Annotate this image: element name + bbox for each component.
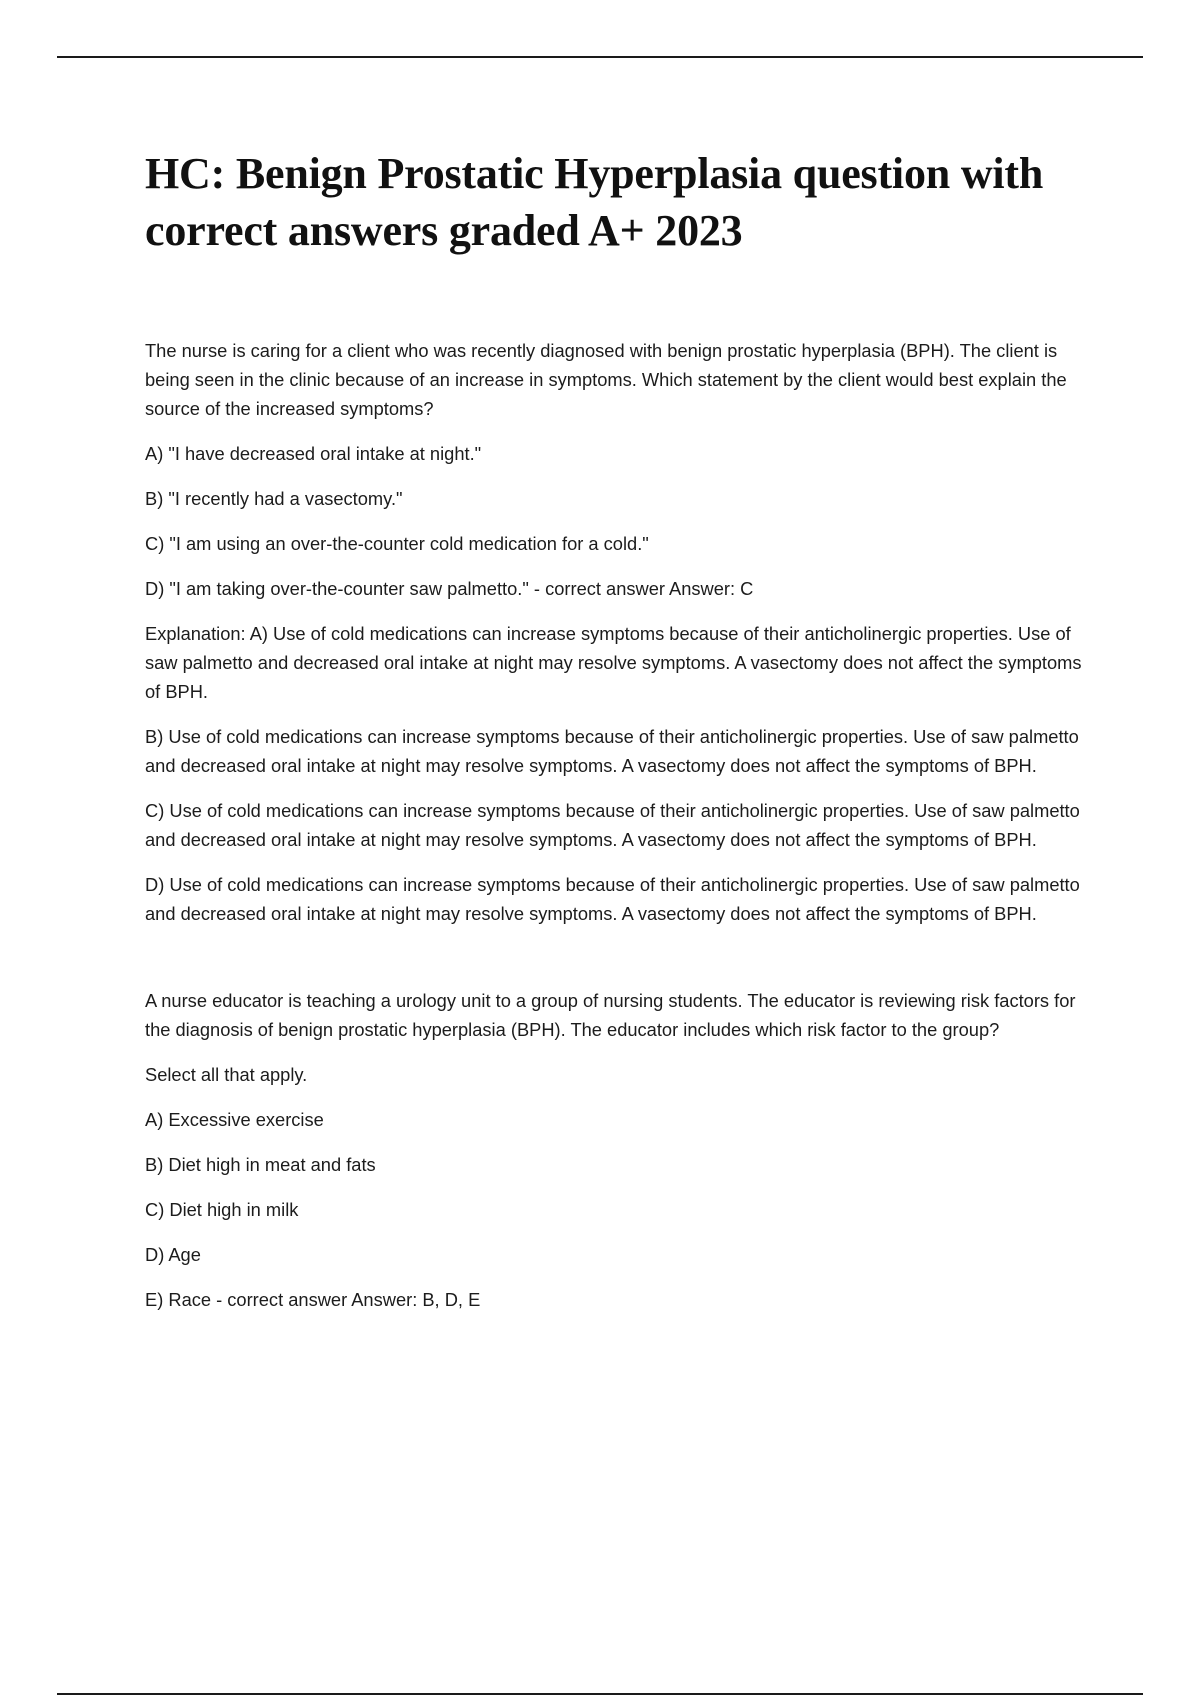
answer-option-a: A) Excessive exercise [145, 1109, 324, 1130]
question-1 [145, 336, 1090, 928]
answer-option-a: A) "I have decreased oral intake at night." [145, 443, 482, 464]
explanation-c: C) Use of cold medications can increase symptoms because of their anticholinergic properties. Use of saw palmetto and decreased oral intake at night may resolve symptoms. A vasectomy does not affect the symptoms of BPH. [145, 800, 1080, 850]
answer-option-c: C) "I am using an over-the-counter cold medication for a cold." [145, 533, 649, 554]
answer-option-b: B) Diet high in meat and fats [145, 1154, 376, 1175]
explanation-a: Explanation: A) Use of cold medications can increase symptoms because of their anticholinergic properties. Use of saw palmetto and decreased oral intake at night may resolve symptoms. A vasectomy does not affect the symptoms of BPH. [145, 623, 1082, 702]
question-stem: The nurse is caring for a client who was recently diagnosed with benign prostatic hyperplasia (BPH). The client is being seen in the clinic because of an increase in symptoms. Which statement by the client would best explain the source of the increased symptoms? [145, 340, 1067, 419]
answer-option-d: D) Age [145, 1244, 201, 1265]
answer-option-d: D) "I am taking over-the-counter saw palmetto." - correct answer Answer: C [145, 578, 754, 599]
question-2 [145, 986, 1090, 1314]
explanation-d: D) Use of cold medications can increase symptoms because of their anticholinergic properties. Use of saw palmetto and decreased oral intake at night may resolve symptoms. A vasectomy does not affect the symptoms of BPH. [145, 874, 1080, 924]
bottom-divider [57, 1693, 1143, 1695]
document-title: HC: Benign Prostatic Hyperplasia question with correct answers graded A+ 2023 [145, 149, 1044, 255]
document-body [145, 145, 1090, 1330]
answer-option-e: E) Race - correct answer Answer: B, D, E [145, 1289, 481, 1310]
top-divider [57, 56, 1143, 58]
question-stem: A nurse educator is teaching a urology unit to a group of nursing students. The educator is reviewing risk factors for the diagnosis of benign prostatic hyperplasia (BPH). The educator includes which risk factor to the group? [145, 990, 1076, 1040]
question-instruction: Select all that apply. [145, 1064, 308, 1085]
answer-option-b: B) "I recently had a vasectomy." [145, 488, 403, 509]
answer-option-c: C) Diet high in milk [145, 1199, 299, 1220]
explanation-b: B) Use of cold medications can increase symptoms because of their anticholinergic properties. Use of saw palmetto and decreased oral intake at night may resolve symptoms. A vasectomy does not affect the symptoms of BPH. [145, 726, 1079, 776]
